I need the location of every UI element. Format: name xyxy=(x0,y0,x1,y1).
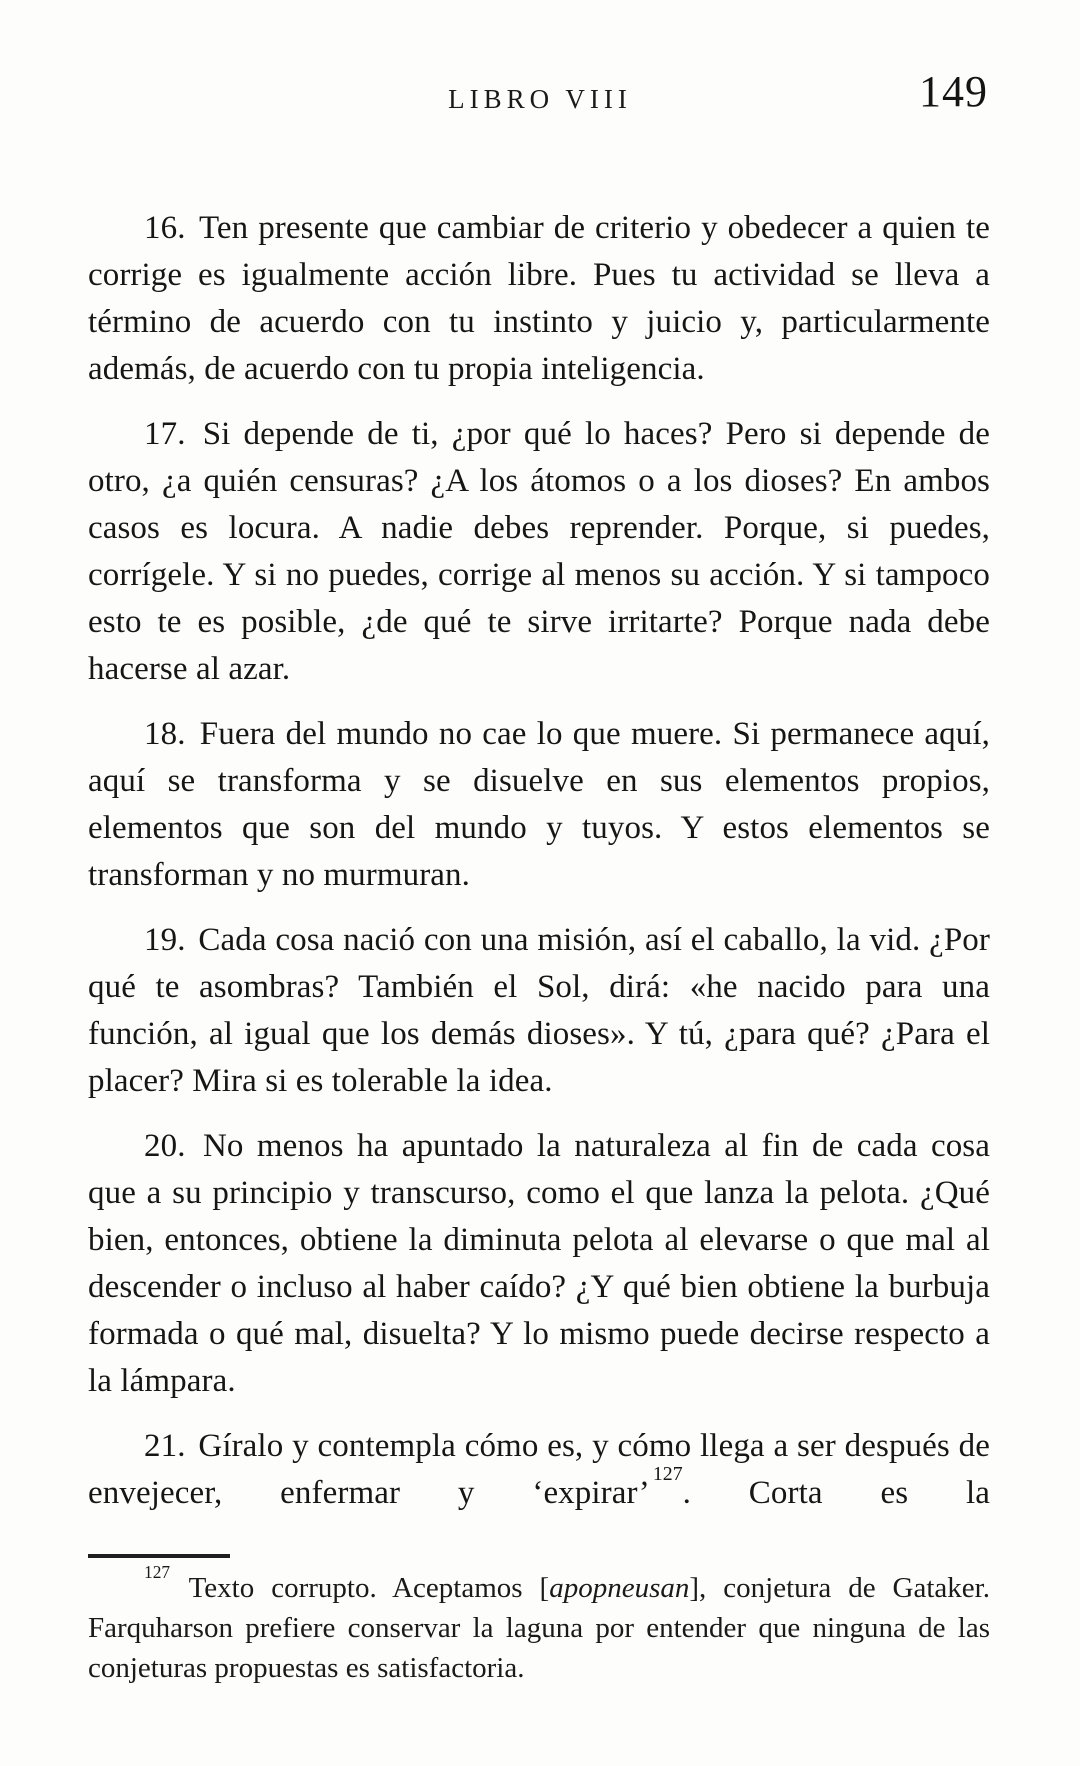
running-head: LIBRO VIII xyxy=(448,84,632,114)
footnote-ref-127: 127 xyxy=(652,1463,683,1486)
footnote-marker: 127 xyxy=(144,1561,171,1582)
paragraph-number: 21. xyxy=(144,1428,186,1464)
paragraph-text: Ten presente que cambiar de criterio y obedecer a quien te corrige es igualmente acción libre. Pues tu actividad se lleva a término de acuerdo con tu instinto y juicio y, particularmente además, de acuerdo con tu propia inteligencia. xyxy=(88,210,990,387)
paragraph-text: Cada cosa nació con una misión, así el caballo, la vid. ¿Por qué te asombras? También el Sol, dirá: «he nacido para una función, al igual que los demás dioses». Y tú, ¿para qué? ¿Para el placer? Mira si es tolerable la idea. xyxy=(88,922,990,1099)
text-body xyxy=(88,205,990,1517)
paragraph-21 xyxy=(88,1423,990,1517)
paragraph-number: 19. xyxy=(144,922,186,958)
paragraph-20 xyxy=(88,1123,990,1405)
paragraph-number: 20. xyxy=(144,1128,186,1164)
paragraph-number: 18. xyxy=(144,716,186,752)
page-number: 149 xyxy=(919,67,988,116)
footnote-text-start: Texto corrupto. Aceptamos [ xyxy=(188,1572,550,1604)
paragraph-text: Gíralo y contempla cómo es, y cómo llega a ser después de envejecer, enfermar y ‘expirar’ xyxy=(88,1428,990,1511)
paragraph-19 xyxy=(88,917,990,1105)
paragraph-text: Si depende de ti, ¿por qué lo haces? Pero si depende de otro, ¿a quién censuras? ¿A los átomos o a los dioses? En ambos casos es locura. A nadie debes reprender. Porque, si puedes, corrígele. Y si no puedes, corrige al menos su acción. Y si tampoco esto te es posible, ¿de qué te sirve irritarte? Porque nada debe hacerse al azar. xyxy=(88,416,990,687)
footnote-term-italic: apopneusan xyxy=(549,1572,690,1604)
footnote-rule xyxy=(88,1554,230,1558)
paragraph-number: 17. xyxy=(144,416,186,452)
paragraph-number: 16. xyxy=(144,210,186,246)
paragraph-text-after-note: . Corta es la xyxy=(682,1475,990,1511)
paragraph-16 xyxy=(88,205,990,393)
footnote-text-end: ], conjetura de Gataker. Farquharson prefiere conservar la laguna por entender que ninguna de las conjeturas propuestas es satisfactoria. xyxy=(88,1572,990,1684)
paragraph-18 xyxy=(88,711,990,899)
paragraph-text: No menos ha apuntado la naturaleza al fin de cada cosa que a su principio y transcurso, como el que lanza la pelota. ¿Qué bien, entonces, obtiene la diminuta pelota al elevarse o que mal al descender o incluso al haber caído? ¿Y qué bien obtiene la burbuja formada o qué mal, disuelta? Y lo mismo puede decirse respecto a la lámpara. xyxy=(88,1128,990,1399)
paragraph-17 xyxy=(88,411,990,693)
footnote xyxy=(88,1561,990,1688)
paragraph-text: Fuera del mundo no cae lo que muere. Si permanece aquí, aquí se transforma y se disuelve en sus elementos propios, elementos que son del mundo y tuyos. Y estos elementos se transforman y no murmuran. xyxy=(88,716,990,893)
